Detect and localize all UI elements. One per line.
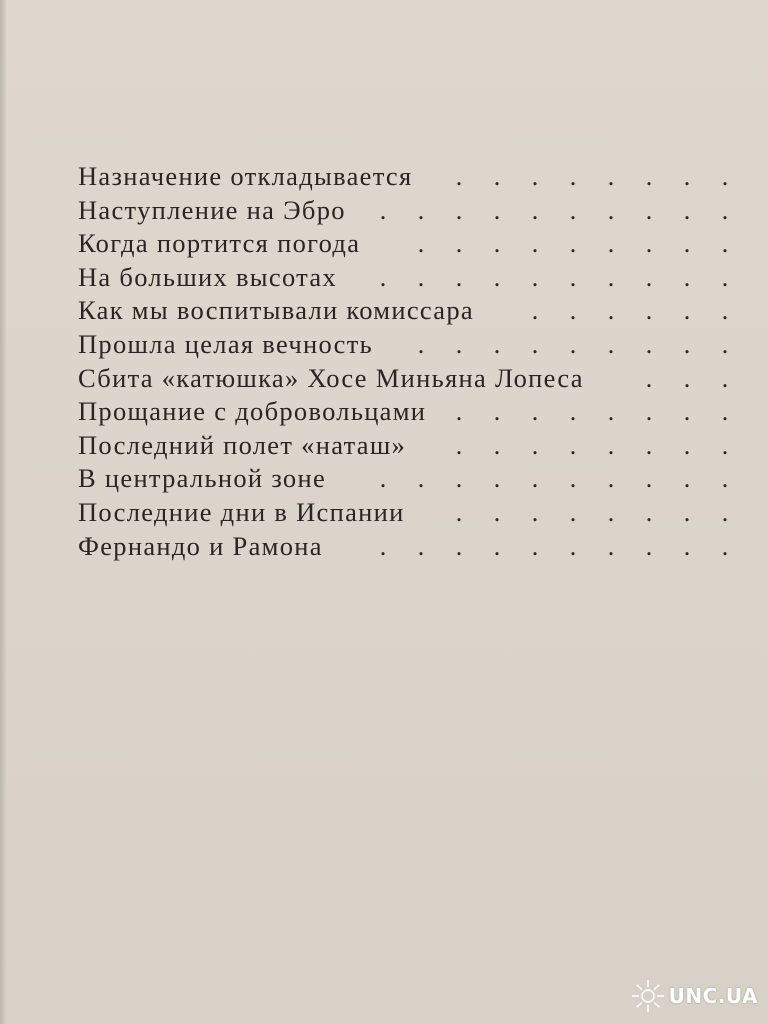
toc-entry (78, 496, 744, 530)
leader-dot: . (683, 262, 691, 292)
leader-dot: . (379, 464, 387, 494)
leader-dot: . (569, 397, 577, 427)
leader-dot: . (683, 397, 691, 427)
leader-dot: . (379, 262, 387, 292)
leader-dot: . (455, 397, 463, 427)
leader-dot: . (721, 229, 729, 259)
leader-dot: . (531, 195, 539, 225)
leader-dot: . (645, 363, 653, 393)
leader-dot: . (417, 195, 425, 225)
leader-dot: . (379, 531, 387, 561)
sun-burst-icon (631, 979, 665, 1013)
leader-dot: . (645, 397, 653, 427)
leader-dot: . (493, 195, 501, 225)
leader-dot: . (683, 464, 691, 494)
site-watermark (631, 976, 758, 1016)
leader-dot: . (531, 262, 539, 292)
leader-dot: . (569, 329, 577, 359)
leader-dot: . (645, 195, 653, 225)
leader-dot: . (417, 329, 425, 359)
toc-entry-title: Наступление на Эбро (78, 194, 346, 225)
toc-entry-title: На больших высотах (78, 261, 337, 292)
leader-dot: . (683, 497, 691, 527)
toc-entry-title: Как мы воспитывали комиссара (78, 295, 474, 326)
leader-dot: . (417, 262, 425, 292)
leader-dot: . (455, 497, 463, 527)
leader-dot: . (455, 195, 463, 225)
page-edge-shadow (0, 0, 6, 1024)
toc-entry (78, 429, 744, 463)
toc-entry (78, 160, 744, 194)
toc-entry-title: Последний полет «наташ» (78, 429, 407, 460)
leader-dot: . (721, 464, 729, 494)
leader-dot: . (455, 162, 463, 191)
leader-dot: . (607, 296, 615, 326)
leader-dot: . (645, 430, 653, 460)
toc-entry (78, 530, 744, 564)
leader-dot: . (379, 195, 387, 225)
leader-dot: . (645, 229, 653, 259)
leader-dot: . (721, 363, 729, 393)
leader-dot: . (645, 162, 653, 191)
table-of-contents (78, 160, 744, 563)
leader-dot: . (721, 329, 729, 359)
leader-dot: . (417, 531, 425, 561)
leader-dot: . (721, 430, 729, 460)
leader-dot: . (683, 195, 691, 225)
leader-dot: . (493, 531, 501, 561)
leader-dot: . (531, 397, 539, 427)
leader-dot: . (569, 229, 577, 259)
leader-dot: . (493, 329, 501, 359)
leader-dot: . (607, 229, 615, 259)
leader-dot: . (683, 430, 691, 460)
toc-entry (78, 362, 744, 396)
leader-dot: . (683, 229, 691, 259)
leader-dot: . (569, 296, 577, 326)
toc-entry-title: Прошла целая вечность (78, 328, 374, 359)
leader-dot: . (645, 531, 653, 561)
leader-dot: . (569, 464, 577, 494)
leader-dot: . (569, 262, 577, 292)
toc-entry (78, 294, 744, 328)
leader-dot: . (531, 329, 539, 359)
leader-dot: . (607, 162, 615, 191)
leader-dot: . (721, 397, 729, 427)
leader-dot: . (607, 531, 615, 561)
leader-dot: . (683, 162, 691, 191)
leader-dot: . (569, 531, 577, 561)
toc-entry-title: Когда портится погода (78, 228, 361, 259)
leader-dot: . (455, 531, 463, 561)
leader-dot: . (683, 329, 691, 359)
leader-dot: . (531, 296, 539, 326)
watermark-text: UNC.UA (668, 984, 758, 1008)
leader-dot: . (569, 195, 577, 225)
leader-dot: . (607, 497, 615, 527)
leader-dot: . (493, 397, 501, 427)
leader-dot: . (607, 430, 615, 460)
leader-dot: . (607, 195, 615, 225)
leader-dot: . (645, 464, 653, 494)
leader-dot: . (569, 430, 577, 460)
leader-dot: . (455, 430, 463, 460)
leader-dot: . (721, 195, 729, 225)
leader-dot: . (493, 430, 501, 460)
toc-entry-title: Прощание с добровольцами (78, 396, 427, 427)
toc-entry-title: Фернандо и Рамона (78, 530, 323, 561)
leader-dot: . (645, 296, 653, 326)
leader-dot: . (455, 229, 463, 259)
leader-dot: . (721, 162, 729, 191)
leader-dot: . (645, 329, 653, 359)
leader-dot: . (493, 262, 501, 292)
toc-entry-title: Последние дни в Испании (78, 496, 405, 527)
leader-dot: . (493, 497, 501, 527)
leader-dot: . (607, 397, 615, 427)
leader-dot: . (683, 296, 691, 326)
leader-dot: . (607, 329, 615, 359)
leader-dot: . (721, 531, 729, 561)
leader-dot: . (721, 296, 729, 326)
leader-dot: . (455, 262, 463, 292)
leader-dot: . (721, 262, 729, 292)
leader-dot: . (569, 162, 577, 191)
leader-dot: . (683, 531, 691, 561)
leader-dot: . (493, 229, 501, 259)
toc-entry (78, 261, 744, 295)
toc-entry (78, 328, 744, 362)
toc-entry (78, 227, 744, 261)
leader-dot: . (645, 497, 653, 527)
leader-dot: . (569, 497, 577, 527)
leader-dot: . (645, 262, 653, 292)
leader-dot: . (531, 162, 539, 191)
leader-dot: . (721, 497, 729, 527)
leader-dot: . (531, 531, 539, 561)
leader-dot: . (455, 464, 463, 494)
toc-entry (78, 395, 744, 429)
leader-dot: . (531, 229, 539, 259)
leader-dot: . (493, 464, 501, 494)
leader-dot: . (531, 497, 539, 527)
toc-entry-title: Назначение откладывается (78, 161, 413, 191)
leader-dot: . (607, 464, 615, 494)
toc-entry (78, 194, 744, 228)
leader-dot: . (683, 363, 691, 393)
leader-dot: . (455, 329, 463, 359)
toc-entry-title: В центральной зоне (78, 463, 327, 494)
leader-dot: . (493, 162, 501, 191)
leader-dot: . (531, 430, 539, 460)
leader-dot: . (531, 464, 539, 494)
leader-dot: . (607, 262, 615, 292)
toc-entry (78, 462, 744, 496)
leader-dot: . (417, 229, 425, 259)
leader-dot: . (417, 464, 425, 494)
toc-entry-title: Сбита «катюшка» Хосе Миньяна Лопеса (78, 362, 584, 393)
